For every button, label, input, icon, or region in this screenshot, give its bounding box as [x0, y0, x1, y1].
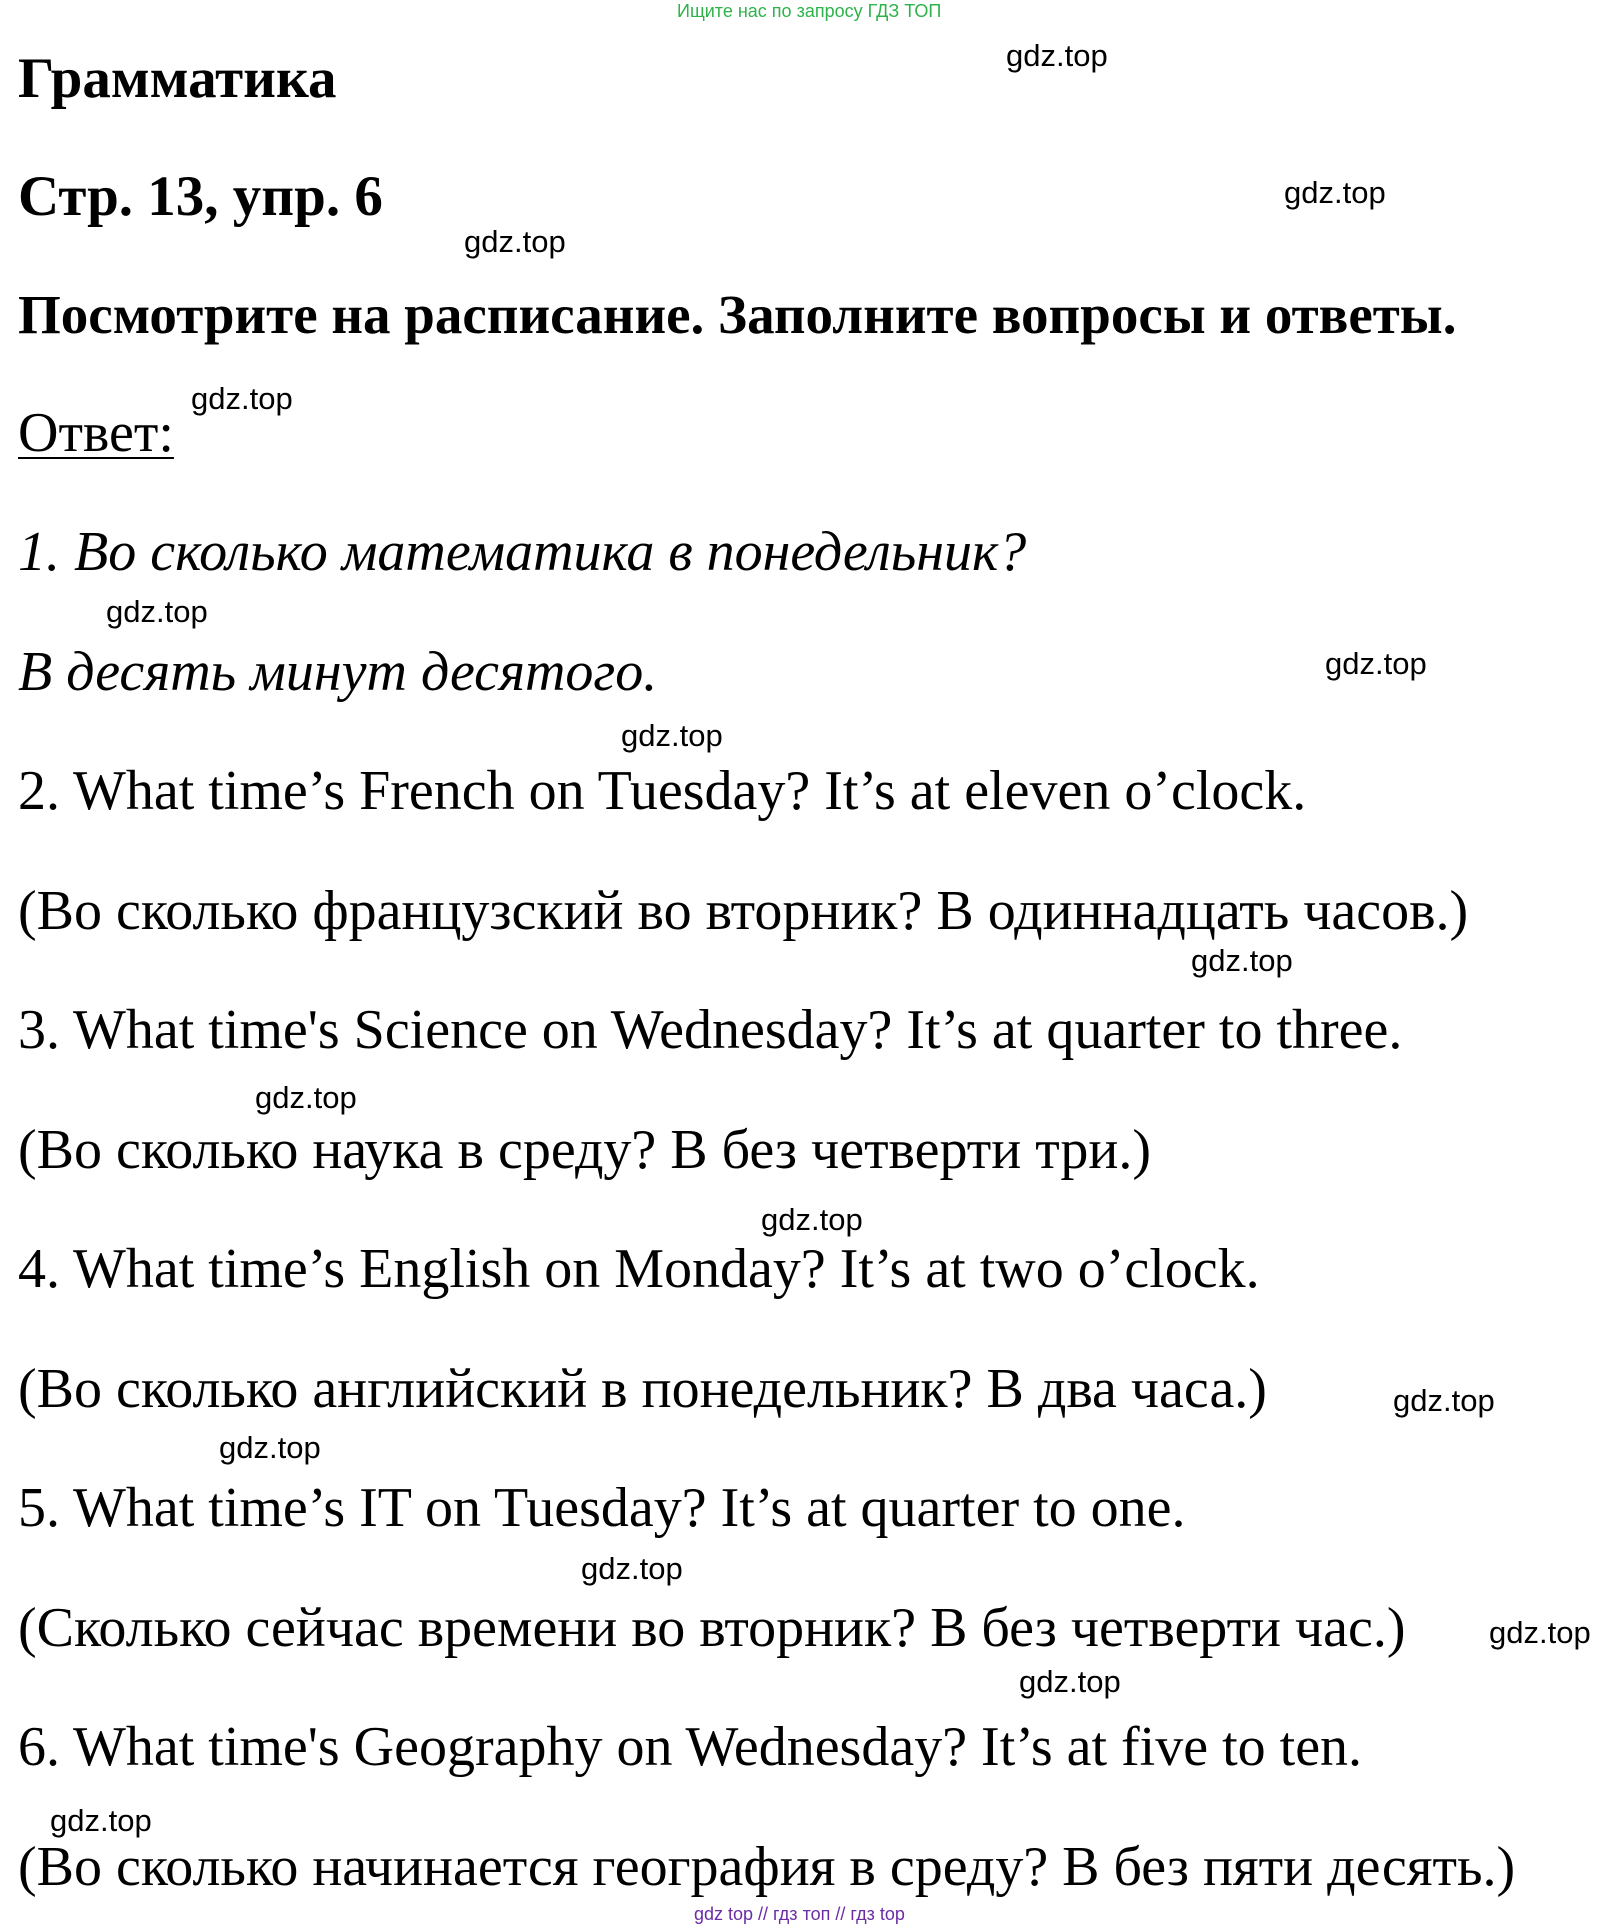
- answer-line-5: 5. What time’s IT on Tuesday? It’s at quarter to one.: [18, 1477, 1186, 1539]
- watermark: gdz.top: [1489, 1615, 1591, 1650]
- watermark: gdz.top: [191, 381, 293, 416]
- watermark: gdz.top: [581, 1551, 683, 1586]
- answer-line-6: 6. What time's Geography on Wednesday? It’s at five to ten.: [18, 1716, 1363, 1778]
- watermark: gdz.top: [1393, 1383, 1495, 1418]
- task-instruction: Посмотрите на расписание. Заполните вопросы и ответы.: [18, 284, 1457, 345]
- exercise-reference: Стр. 13, упр. 6: [18, 165, 383, 228]
- watermark: gdz.top: [106, 594, 208, 629]
- watermark: gdz.top: [761, 1202, 863, 1237]
- bottom-footer-note: gdz top // гдз топ // гдз top: [694, 1904, 905, 1924]
- answer-line-5-translation: (Сколько сейчас времени во вторник? В без четверти час.): [18, 1597, 1406, 1659]
- watermark: gdz.top: [1191, 943, 1293, 978]
- watermark: gdz.top: [1284, 175, 1386, 210]
- answer-label: Ответ:: [18, 402, 174, 464]
- answer-line-3: 3. What time's Science on Wednesday? It’s at quarter to three.: [18, 999, 1403, 1061]
- answer-line-1-answer: В десять минут десятого.: [18, 641, 658, 703]
- watermark: gdz.top: [464, 224, 566, 259]
- answer-line-4: 4. What time’s English on Monday? It’s at two o’clock.: [18, 1238, 1260, 1300]
- answer-line-2: 2. What time’s French on Tuesday? It’s at eleven o’clock.: [18, 760, 1307, 822]
- watermark: gdz.top: [219, 1430, 321, 1465]
- watermark: gdz.top: [255, 1080, 357, 1115]
- watermark: gdz.top: [1019, 1664, 1121, 1699]
- answer-line-6-translation: (Во сколько начинается география в среду? В без пяти десять.): [18, 1836, 1516, 1898]
- section-title: Грамматика: [18, 47, 337, 110]
- answer-line-2-translation: (Во сколько французский во вторник? В одиннадцать часов.): [18, 880, 1469, 942]
- answer-line-4-translation: (Во сколько английский в понедельник? В два часа.): [18, 1358, 1267, 1420]
- answer-line-1-question: 1. Во сколько математика в понедельник?: [18, 521, 1027, 583]
- watermark: gdz.top: [621, 718, 723, 753]
- answer-line-3-translation: (Во сколько наука в среду? В без четверти три.): [18, 1119, 1151, 1181]
- watermark: gdz.top: [1325, 646, 1427, 681]
- top-banner-note: Ищите нас по запросу ГДЗ ТОП: [677, 1, 942, 21]
- watermark: gdz.top: [50, 1803, 152, 1838]
- watermark: gdz.top: [1006, 38, 1108, 73]
